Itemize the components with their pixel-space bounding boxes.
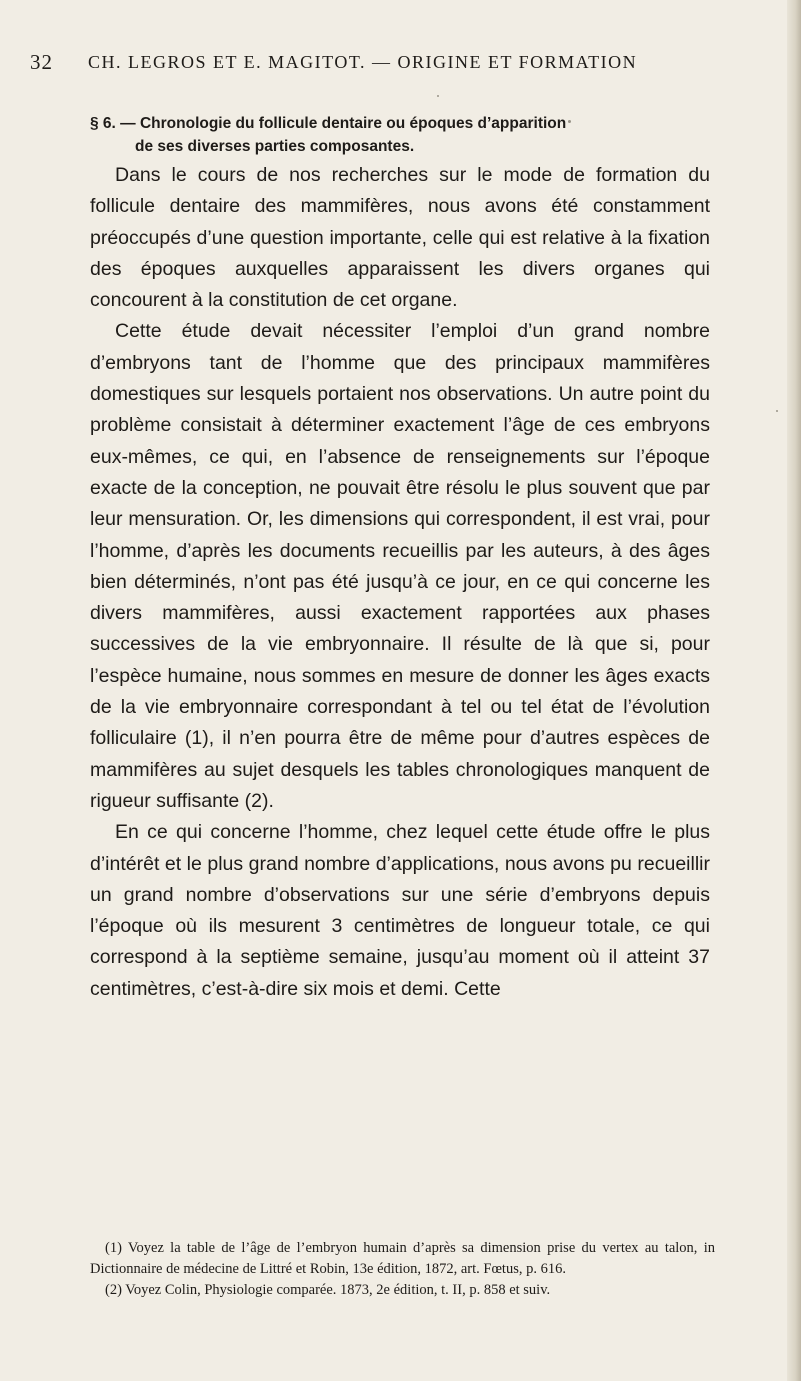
- section-title-line-2: de ses diverses parties composantes.: [135, 138, 415, 155]
- paper-speck: [568, 120, 571, 123]
- running-head: CH. LEGROS ET E. MAGITOT. — ORIGINE ET FORMATION: [88, 52, 638, 72]
- footnote: (1) Voyez la table de l’âge de l’embryon humain d’après sa dimension prise du vertex au talon, in Dictionnaire de médecine de Littré et Robin, 13e édition, 1872, art. Fœtus, p. 616.: [90, 1240, 715, 1277]
- paper-speck: [437, 95, 439, 97]
- body-text: [90, 160, 710, 1005]
- page-edge-shadow: [787, 0, 801, 1381]
- paragraph: En ce qui concerne l’homme, chez lequel cette étude offre le plus d’intérêt et le plus grand nombre d’applications, nous avons pu recueillir un grand nombre d’observations sur une série d’embryons depuis l’époque où ils mesurent 3 centimètres de longueur totale, ce qui correspond à la septième semaine, jusqu’au moment où il atteint 37 centimètres, c’est-à-dire six mois et demi. Cette: [90, 821, 710, 1000]
- section-title-line-1: § 6. — Chronologie du follicule dentaire ou époques d’apparition: [90, 115, 567, 132]
- footnote: (2) Voyez Colin, Physiologie comparée. 1873, 2e édition, t. II, p. 858 et suiv.: [105, 1282, 551, 1298]
- page-header: [30, 50, 730, 90]
- section-title: [90, 112, 710, 158]
- paragraph: Cette étude devait nécessiter l’emploi d’un grand nombre d’embryons tant de l’homme que des principaux mammifères domestiques sur lesquels portaient nos observations. Un autre point du problème consistait à déterminer exactement l’âge de ces embryons eux-mêmes, ce qui, en l’absence de renseignements sur l’époque exacte de la conception, ne pouvait être résolu le plus souvent que par leur mensuration. Or, les dimensions qui correspondent, il est vrai, pour l’homme, d’après les documents recueillis par les auteurs, à des âges bien déterminés, n’ont pas été jusqu’à ce jour, en ce qui concerne les divers mammifères, aussi exactement rapportées aux phases successives de la vie embryonnaire. Il résulte de là que si, pour l’espèce humaine, nous sommes en mesure de donner les âges exacts de la vie embryonnaire correspondant à tel ou tel état de l’évolution folliculaire (1), il n’en pourra être de même pour d’autres espèces de mammifères au sujet desquels les tables chronologiques manquent de rigueur suffisante (2).: [90, 320, 710, 812]
- page-number: 32: [30, 50, 53, 74]
- paragraph: Dans le cours de nos recherches sur le mode de formation du follicule dentaire des mammifères, nous avons été constamment préoccupés d’une question importante, celle qui est relative à la fixation des époques auxquelles apparaissent les divers organes qui concourent à la constitution de cet organe.: [90, 164, 710, 312]
- paper-speck: [776, 410, 778, 412]
- footnotes: [90, 1238, 715, 1301]
